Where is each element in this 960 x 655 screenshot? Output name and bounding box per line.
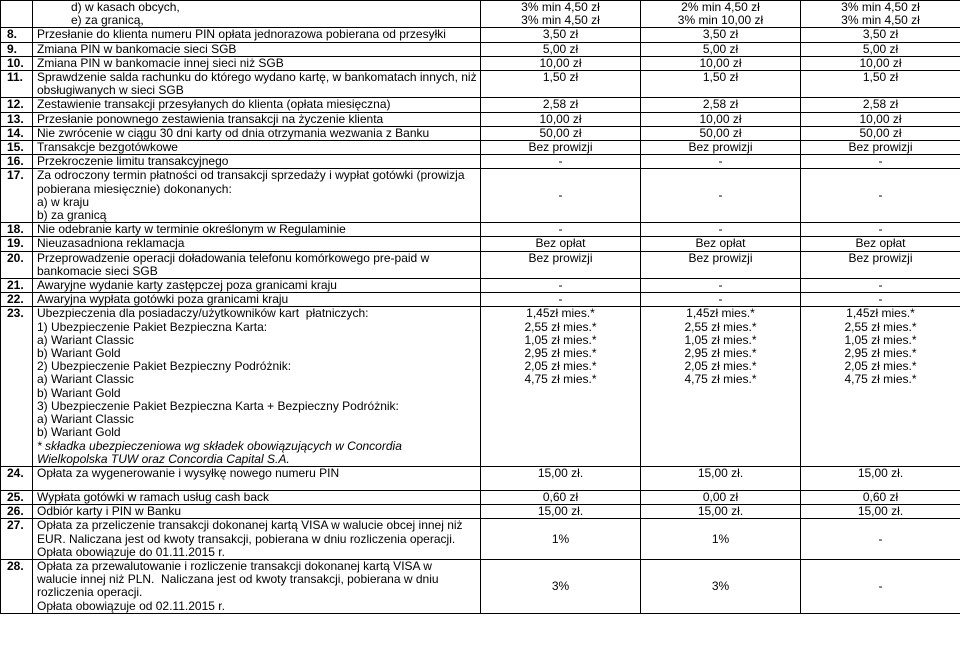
fee-value: - (641, 279, 801, 293)
fee-value: - (481, 169, 641, 223)
row-description: Transakcje bezgotówkowe (33, 141, 481, 155)
fee-value: - (801, 155, 960, 169)
table-row (1, 169, 960, 223)
row-number: 19. (1, 237, 33, 251)
fee-value: Bez prowizji (481, 141, 641, 155)
fee-value: 0,60 zł (801, 490, 960, 504)
row-description: Przesłanie ponownego zestawienia transakcji na życzenie klienta (33, 112, 481, 126)
fee-value: 1,50 zł (641, 71, 801, 98)
fee-value: 1,45zł mies.* 2,55 zł mies.* 1,05 zł mies.* 2,95 zł mies.* 2,05 zł mies.* 4,75 zł mies.* (481, 307, 641, 466)
fee-value: Bez prowizji (641, 141, 801, 155)
row-number: 25. (1, 490, 33, 504)
row-number: 17. (1, 169, 33, 223)
row-description: Za odroczony termin płatności od transakcji sprzedaży i wypłat gotówki (prowizja pobierana miesięcznie) dokonanych: a) w kraju b) za granicą (33, 169, 481, 223)
table-row (1, 490, 960, 504)
table-row (1, 126, 960, 140)
row-description: Zmiana PIN w bankomacie innej sieci niż SGB (33, 56, 481, 70)
table-row (1, 307, 960, 466)
table-row (1, 559, 960, 613)
fee-value: 15,00 zł. (801, 505, 960, 519)
row-number: 27. (1, 519, 33, 560)
row-number: 8. (1, 28, 33, 42)
fee-value: 5,00 zł (641, 42, 801, 56)
fee-value: Bez prowizji (641, 251, 801, 278)
table-row (1, 519, 960, 560)
row-number: 15. (1, 141, 33, 155)
fee-value: 3,50 zł (801, 28, 960, 42)
fee-value: 3% (641, 559, 801, 613)
row-description: d) w kasach obcych, e) za granicą, (33, 1, 481, 28)
row-description: Nieuzasadniona reklamacja (33, 237, 481, 251)
row-description: Awaryjna wypłata gotówki poza granicami kraju (33, 293, 481, 307)
table-row (1, 223, 960, 237)
row-number: 24. (1, 466, 33, 490)
row-description: Przeprowadzenie operacji doładowania telefonu komórkowego pre-paid w bankomacie sieci SGB (33, 251, 481, 278)
fee-value: - (801, 293, 960, 307)
row-number: 11. (1, 71, 33, 98)
fee-value: 3% (481, 559, 641, 613)
table-row (1, 56, 960, 70)
table-row (1, 237, 960, 251)
row-description: Nie zwrócenie w ciągu 30 dni karty od dnia otrzymania wezwania z Banku (33, 126, 481, 140)
fee-value: - (801, 223, 960, 237)
table-row (1, 293, 960, 307)
fee-value: 0,60 zł (481, 490, 641, 504)
row-description: Awaryjne wydanie karty zastępczej poza granicami kraju (33, 279, 481, 293)
row-number: 28. (1, 559, 33, 613)
fee-value: - (801, 279, 960, 293)
fee-value: 1% (641, 519, 801, 560)
row-number: 10. (1, 56, 33, 70)
fee-value: Bez opłat (801, 237, 960, 251)
fee-value: 0,00 zł (641, 490, 801, 504)
fee-value: Bez prowizji (801, 251, 960, 278)
row-number: 26. (1, 505, 33, 519)
fee-value: - (641, 155, 801, 169)
row-number: 20. (1, 251, 33, 278)
fee-value: 1,50 zł (801, 71, 960, 98)
row-number: 16. (1, 155, 33, 169)
fee-value: 10,00 zł (481, 112, 641, 126)
row-description: Zmiana PIN w bankomacie sieci SGB (33, 42, 481, 56)
fee-value: Bez opłat (481, 237, 641, 251)
table-row (1, 1, 960, 28)
fee-value: 15,00 zł. (481, 505, 641, 519)
row-description: Wypłata gotówki w ramach usług cash back (33, 490, 481, 504)
fee-value: - (481, 293, 641, 307)
fee-value: 10,00 zł (481, 56, 641, 70)
fee-value: 10,00 zł (801, 112, 960, 126)
fee-value: 50,00 zł (801, 126, 960, 140)
fee-value: 3,50 zł (481, 28, 641, 42)
row-number: 14. (1, 126, 33, 140)
fee-value: 3% min 4,50 zł 3% min 4,50 zł (481, 1, 641, 28)
fee-value: 3,50 zł (641, 28, 801, 42)
fee-value: 10,00 zł (641, 112, 801, 126)
row-number: 21. (1, 279, 33, 293)
fee-value: - (481, 155, 641, 169)
table-row (1, 155, 960, 169)
fee-value: - (481, 223, 641, 237)
row-description: Sprawdzenie salda rachunku do którego wydano kartę, w bankomatach innych, niż obsługiwanych w sieci SGB (33, 71, 481, 98)
fee-value: Bez opłat (641, 237, 801, 251)
fee-value: 10,00 zł (641, 56, 801, 70)
fee-value: 5,00 zł (481, 42, 641, 56)
fee-value: 1,50 zł (481, 71, 641, 98)
table-row (1, 505, 960, 519)
table-row (1, 141, 960, 155)
fee-value: 15,00 zł. (481, 466, 641, 490)
fee-value: 2,58 zł (801, 98, 960, 112)
row-number: 18. (1, 223, 33, 237)
row-description: Opłata za przeliczenie transakcji dokonanej kartą VISA w walucie obcej innej niż EUR. Naliczana jest od kwoty transakcji, pobierana w dniu rozliczenia operacji. Opłata obowiązuje do 01.11.2015 r. (33, 519, 481, 560)
fee-value: - (801, 169, 960, 223)
fee-value: 50,00 zł (641, 126, 801, 140)
fee-value: 2,58 zł (641, 98, 801, 112)
table-row (1, 42, 960, 56)
fee-value: 1% (481, 519, 641, 560)
row-description: Przesłanie do klienta numeru PIN opłata jednorazowa pobierana od przesyłki (33, 28, 481, 42)
row-description: Ubezpieczenia dla posiadaczy/użytkowników kart płatniczych: 1) Ubezpieczenie Pakiet Bezpieczna Karta: a) Wariant Classic b) Wariant Gold 2) Ubezpieczenie Pakiet Bezpieczny Podróżnik: a) Wariant Classic b) Wariant Gold 3) Ubezpieczenie Pakiet Bezpieczna Karta + Bezpieczny Podróżnik: a) Wariant Classic b) Wariant Gold * składka ubezpieczeniowa wg składek obowiązujących w Concordia Wielkopolska TUW oraz Concordia Capital S.A. (33, 307, 481, 466)
row-description: Odbiór karty i PIN w Banku (33, 505, 481, 519)
row-number: 13. (1, 112, 33, 126)
fee-value: 5,00 zł (801, 42, 960, 56)
row-number: 9. (1, 42, 33, 56)
fee-value: - (801, 519, 960, 560)
table-row (1, 28, 960, 42)
row-description: Nie odebranie karty w terminie określonym w Regulaminie (33, 223, 481, 237)
table-row (1, 251, 960, 278)
row-description: Opłata za przewalutowanie i rozliczenie transakcji dokonanej kartą VISA w walucie innej niż PLN. Naliczana jest od kwoty transakcji, pobierana w dniu rozliczenia operacji. Opłata obowiązuje od 02.11.2015 r. (33, 559, 481, 613)
fee-value: 3% min 4,50 zł 3% min 4,50 zł (801, 1, 960, 28)
table-row (1, 466, 960, 490)
fee-value: 1,45zł mies.* 2,55 zł mies.* 1,05 zł mies.* 2,95 zł mies.* 2,05 zł mies.* 4,75 zł mies.* (801, 307, 960, 466)
row-number: 12. (1, 98, 33, 112)
table-row (1, 71, 960, 98)
fee-value: - (641, 169, 801, 223)
fee-value: 10,00 zł (801, 56, 960, 70)
fee-value: - (641, 293, 801, 307)
row-number: 23. (1, 307, 33, 466)
fee-value: 2% min 4,50 zł 3% min 10,00 zł (641, 1, 801, 28)
fee-value: 50,00 zł (481, 126, 641, 140)
table-row (1, 98, 960, 112)
fee-value: - (481, 279, 641, 293)
fee-value: 15,00 zł. (641, 466, 801, 490)
row-description: Opłata za wygenerowanie i wysyłkę nowego numeru PIN (33, 466, 481, 490)
fee-value: Bez prowizji (481, 251, 641, 278)
row-description: Zestawienie transakcji przesyłanych do klienta (opłata miesięczna) (33, 98, 481, 112)
fee-value: 2,58 zł (481, 98, 641, 112)
row-description: Przekroczenie limitu transakcyjnego (33, 155, 481, 169)
row-number (1, 1, 33, 28)
insurance-footnote: * składka ubezpieczeniowa wg składek obowiązujących w Concordia Wielkopolska TUW oraz Concordia Capital S.A. (37, 438, 402, 466)
table-row (1, 112, 960, 126)
row-number: 22. (1, 293, 33, 307)
fee-value: Bez prowizji (801, 141, 960, 155)
fee-value: 15,00 zł. (641, 505, 801, 519)
fee-value: 15,00 zł. (801, 466, 960, 490)
fee-value: - (801, 559, 960, 613)
fee-value: - (641, 223, 801, 237)
fee-value: 1,45zł mies.* 2,55 zł mies.* 1,05 zł mies.* 2,95 zł mies.* 2,05 zł mies.* 4,75 zł mies.* (641, 307, 801, 466)
table-row (1, 279, 960, 293)
